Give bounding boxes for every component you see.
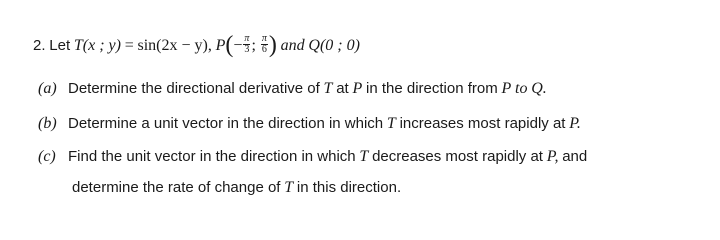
part-b-text-2: increases most rapidly at [399, 115, 566, 132]
part-c-text-4: determine the rate of change of [72, 179, 281, 196]
part-c-text-1: Find the unit vector in the direction in which [68, 148, 356, 165]
part-c-text-2: decreases most rapidly at [372, 148, 543, 165]
point-p-x-fraction [243, 34, 250, 55]
function-name: T [73, 37, 83, 54]
let-word: Let [49, 37, 71, 54]
point-p-minus: − [233, 37, 243, 54]
part-a [38, 79, 547, 99]
part-c-label: (c) [38, 148, 56, 165]
point-p-x-denominator: 3 [244, 44, 250, 56]
part-b-var-1: T [386, 115, 396, 132]
function-args: (x ; y) [82, 37, 121, 54]
comma: , [207, 37, 212, 54]
problem-number: 2. [33, 37, 46, 54]
part-c-var-3: T [284, 179, 294, 196]
and-word: and [280, 37, 305, 54]
part-c-text-5: in this direction. [296, 179, 402, 196]
part-b-text-1: Determine a unit vector in the direction in which [68, 115, 384, 132]
part-c-continuation [72, 178, 401, 198]
point-q: Q(0 ; 0) [308, 37, 360, 54]
point-p-y-denominator: 6 [261, 44, 267, 56]
part-a-var-4: Q. [531, 80, 547, 97]
part-b [38, 114, 581, 134]
problem-statement [33, 31, 360, 58]
part-c-var-1: T [359, 148, 369, 165]
part-a-text-4: to [515, 80, 528, 97]
point-p-separator: ; [251, 37, 256, 54]
part-b-label: (b) [38, 115, 57, 132]
part-a-text-2: at [336, 80, 349, 97]
part-a-text-1: Determine the directional derivative of [68, 80, 320, 97]
point-p-open-paren: ( [225, 31, 234, 58]
point-p-x-numerator: π [244, 33, 250, 45]
part-a-var-2: P [352, 80, 363, 97]
part-c-text-3: and [562, 148, 588, 165]
point-p-y-fraction [261, 34, 268, 55]
point-p-close-paren: ) [268, 31, 277, 58]
part-a-var-1: T [323, 80, 333, 97]
equals-sign: = [124, 37, 134, 54]
part-c [38, 147, 587, 167]
function-body: sin(2x − y) [137, 37, 208, 54]
part-a-text-3: in the direction from [366, 80, 498, 97]
part-b-var-2: P. [569, 115, 581, 132]
part-a-var-3: P [501, 80, 512, 97]
point-p-name: P [215, 37, 226, 54]
part-a-label: (a) [38, 80, 57, 97]
part-c-var-2: P, [546, 148, 559, 165]
point-p-y-numerator: π [261, 33, 267, 45]
